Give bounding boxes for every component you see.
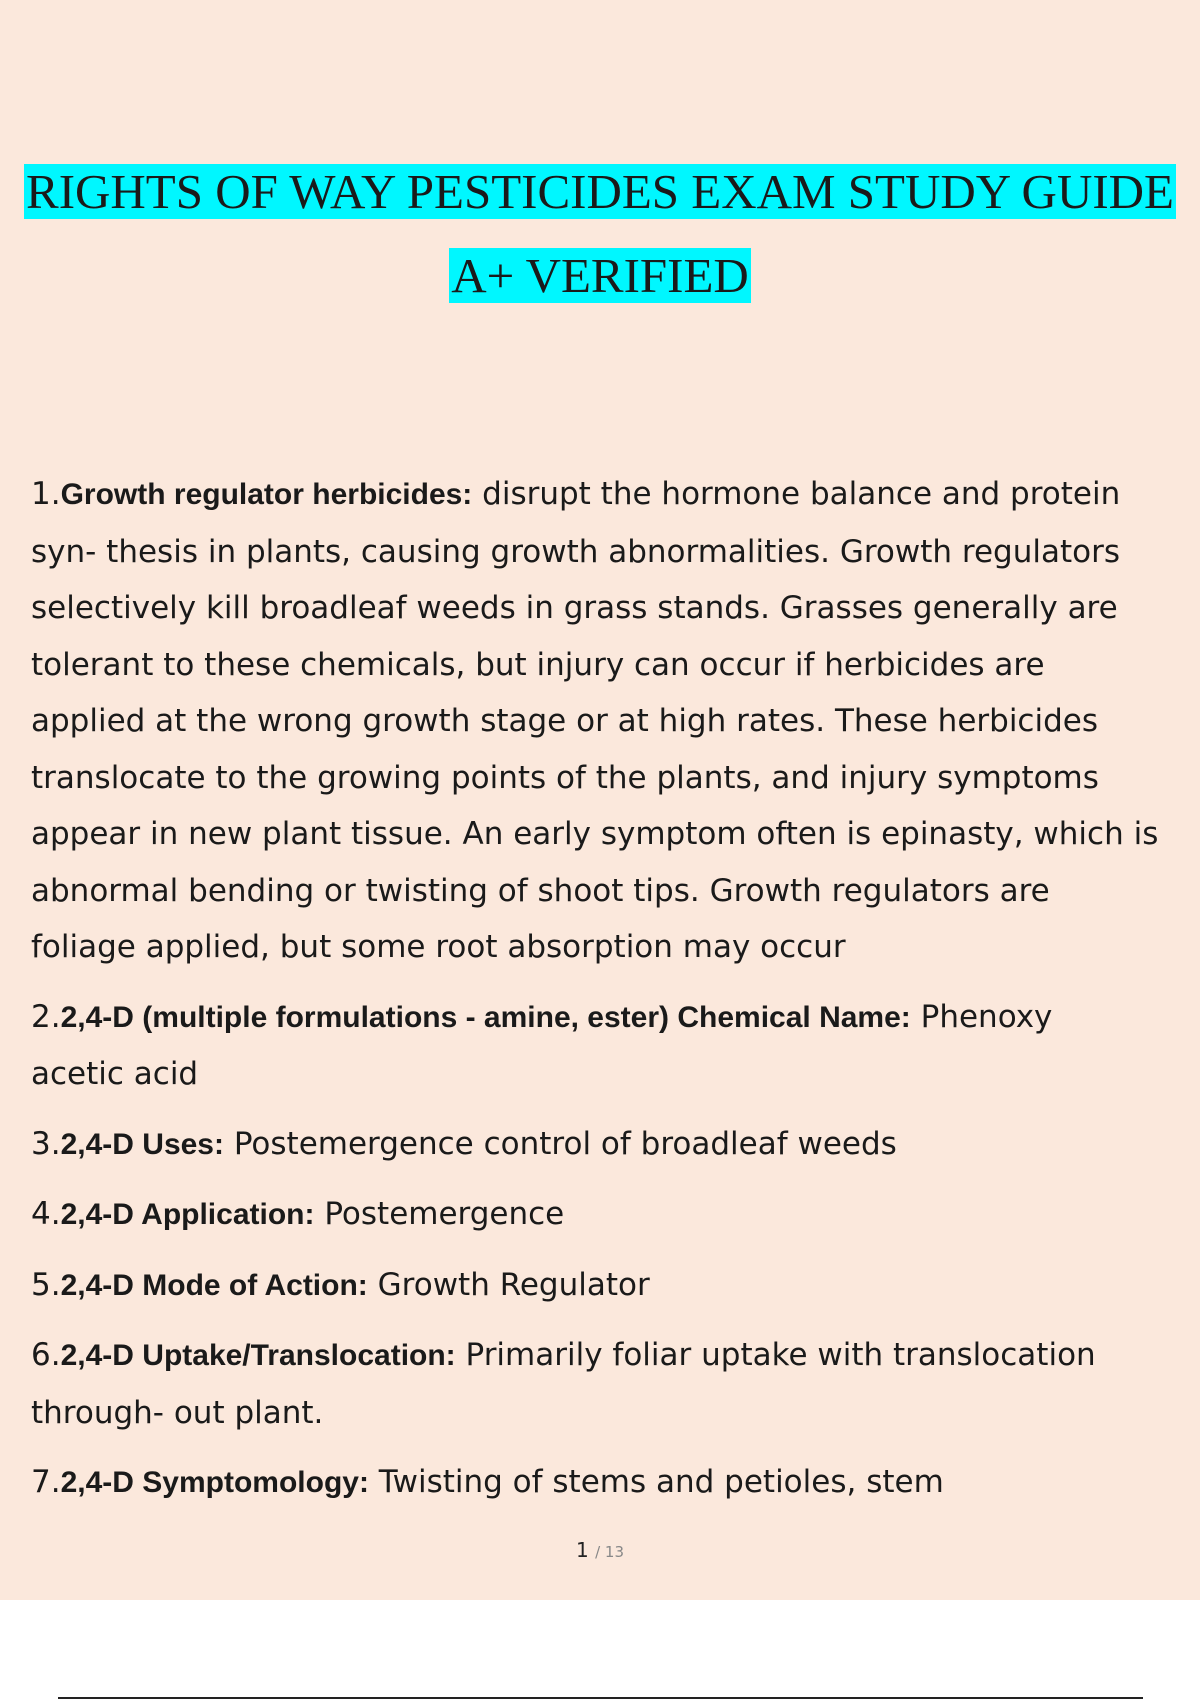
item-term: 2,4-D (multiple formulations - amine, ester) Chemical Name: — [60, 1000, 911, 1034]
next-page-divider — [58, 1697, 1143, 1699]
item-line: tolerant to these chemicals, but injury can occur if herbicides are — [31, 646, 1045, 683]
item-line: selectively kill broadleaf weeds in grass stands. Grasses generally are — [31, 590, 1118, 626]
item-number: 5. — [31, 1266, 61, 1303]
item-line: translocate to the growing points of the plants, and injury symptoms — [31, 759, 1099, 796]
list-item — [31, 1186, 1200, 1244]
list-item — [31, 1116, 1200, 1174]
item-term: 2,4-D Symptomology: — [60, 1466, 369, 1499]
list-item — [31, 1454, 1200, 1512]
item-term: 2,4-D Uses: — [60, 1127, 224, 1161]
item-line — [31, 1327, 1200, 1385]
item-term: 2,4-D Application: — [60, 1198, 315, 1231]
item-line — [31, 466, 1200, 524]
item-text: disrupt the hormone balance and protein — [472, 476, 1121, 512]
item-text: Phenoxy — [910, 998, 1053, 1035]
page-total: / 13 — [595, 1543, 624, 1561]
list-item — [31, 989, 1200, 1103]
item-line: through- out plant. — [31, 1394, 324, 1431]
item-line — [31, 1454, 1200, 1512]
item-line: appear in new plant tissue. An early symptom often is epinasty, which is — [31, 816, 1159, 852]
item-line — [31, 989, 1200, 1047]
item-text: Postemergence control of broadleaf weeds — [223, 1125, 897, 1162]
item-line: foliage applied, but some root absorption may occur — [31, 929, 846, 965]
item-line: acetic acid — [31, 1056, 199, 1092]
item-text: Primarily foliar uptake with translocation — [455, 1337, 1096, 1373]
item-line — [31, 1257, 1200, 1315]
item-term: 2,4-D Mode of Action: — [60, 1268, 368, 1302]
list-item — [31, 466, 1200, 976]
item-number: 1. — [31, 476, 61, 512]
item-number: 6. — [31, 1337, 61, 1373]
item-text: Twisting of stems and petioles, stem — [368, 1464, 944, 1500]
item-term: 2,4-D Uptake/Translocation: — [60, 1339, 456, 1372]
item-term: Growth regulator herbicides: — [60, 478, 473, 511]
study-guide-list — [31, 466, 1200, 1525]
item-number: 2. — [31, 998, 61, 1035]
item-line: abnormal bending or twisting of shoot tips. Growth regulators are — [31, 872, 1050, 909]
item-text: Growth Regulator — [367, 1266, 650, 1303]
item-line — [31, 1116, 1200, 1174]
page-current: 1 — [575, 1538, 589, 1562]
document-title — [0, 150, 1200, 318]
item-number: 7. — [31, 1464, 61, 1500]
item-text: Postemergence — [314, 1196, 565, 1232]
item-number: 3. — [31, 1125, 61, 1162]
item-number: 4. — [31, 1196, 61, 1232]
item-line: applied at the wrong growth stage or at high rates. These herbicides — [31, 703, 1098, 739]
title-line-1: RIGHTS OF WAY PESTICIDES EXAM STUDY GUIDE — [26, 164, 1174, 219]
title-line-2: A+ VERIFIED — [451, 248, 749, 303]
list-item — [31, 1327, 1200, 1441]
page-indicator — [0, 1538, 1200, 1562]
item-line — [31, 1186, 1200, 1244]
list-item — [31, 1257, 1200, 1315]
item-line: syn- thesis in plants, causing growth abnormalities. Growth regulators — [31, 533, 1120, 570]
